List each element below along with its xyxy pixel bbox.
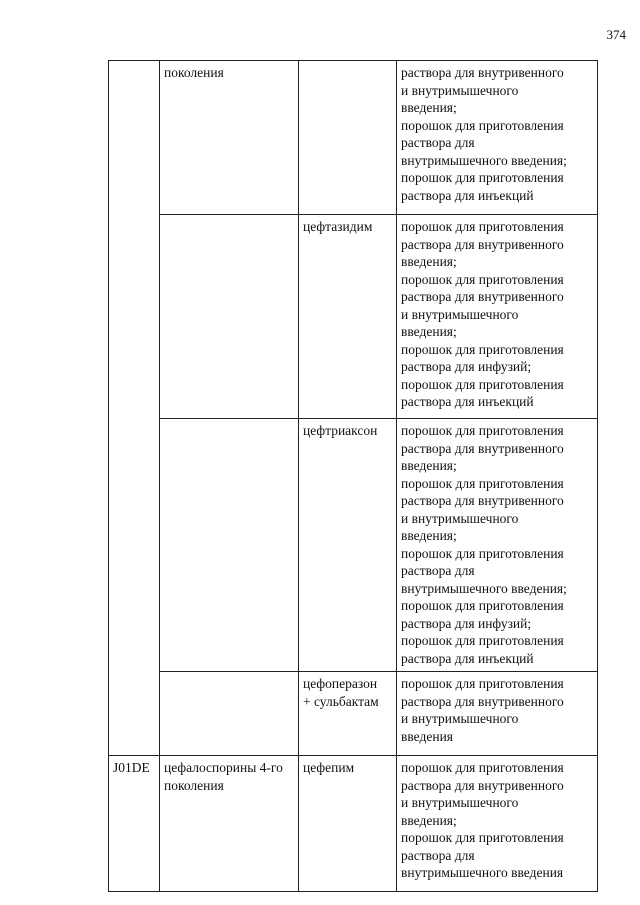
page-number: 374 — [606, 27, 626, 42]
group-cell — [160, 61, 299, 215]
atc-code-cell: J01DE — [109, 756, 160, 892]
dosage-form-line: порошок для приготовления — [401, 271, 564, 287]
dosage-form-line: порошок для приготовления — [401, 545, 564, 561]
table-row — [109, 419, 598, 672]
dosage-form-cell — [397, 61, 598, 215]
drug-name-line: цефтазидим — [303, 219, 373, 234]
dosage-form-line: раствора для — [401, 135, 475, 150]
dosage-form-line: введения; — [401, 324, 457, 339]
table-row — [109, 61, 598, 215]
dosage-form-line: раствора для внутривенного — [401, 289, 564, 304]
drug-name-line: цефтриаксон — [303, 423, 378, 438]
dosage-form-line: раствора для внутривенного — [401, 440, 564, 456]
group-line: цефалоспорины 4-го — [164, 760, 283, 775]
dosage-form-line: раствора для внутривенного — [401, 236, 564, 252]
dosage-form-line: раствора для инъекций — [401, 394, 534, 409]
drug-name-line: цефепим — [303, 760, 355, 775]
dosage-form-line: порошок для приготовления — [401, 760, 564, 775]
dosage-form-line: раствора для инфузий; — [401, 615, 532, 631]
drug-name-cell — [299, 215, 397, 419]
group-cell — [160, 672, 299, 756]
dosage-form-line: порошок для приготовления — [401, 117, 564, 133]
dosage-form-line: раствора для инъекций — [401, 187, 534, 203]
dosage-form-line: введения; — [401, 100, 457, 115]
dosage-form-line: введения; — [401, 458, 457, 473]
drug-name-cell — [299, 61, 397, 215]
dosage-form-line: порошок для приготовления — [401, 676, 564, 691]
drug-name-cell — [299, 419, 397, 672]
table-row — [109, 756, 598, 892]
dosage-form-line: раствора для внутривенного — [401, 65, 564, 80]
group-cell — [160, 215, 299, 419]
dosage-form-line: порошок для приготовления — [401, 475, 564, 491]
dosage-form-line: раствора для инъекций — [401, 650, 534, 666]
dosage-form-line: введения; — [401, 254, 457, 269]
dosage-form-line: порошок для приготовления — [401, 341, 564, 357]
group-line: поколения — [164, 777, 224, 793]
dosage-form-line: порошок для приготовления — [401, 376, 564, 392]
medication-table — [108, 60, 598, 892]
dosage-form-line: и внутримышечного — [401, 510, 519, 526]
dosage-form-line: внутримышечного введения — [401, 865, 564, 880]
dosage-form-line: раствора для внутривенного — [401, 493, 564, 508]
dosage-form-line: внутримышечного введения; — [401, 152, 567, 168]
group-cell — [160, 419, 299, 672]
dosage-form-line: раствора для внутривенного — [401, 693, 564, 709]
dosage-form-line: порошок для приготовления — [401, 170, 564, 185]
dosage-form-cell — [397, 419, 598, 672]
dosage-form-line: порошок для приготовления — [401, 219, 564, 234]
dosage-form-line: порошок для приготовления — [401, 423, 564, 438]
table-row — [109, 215, 598, 419]
table-row — [109, 672, 598, 756]
dosage-form-line: раствора для — [401, 563, 475, 578]
group-cell — [160, 756, 299, 892]
dosage-form-line: раствора для — [401, 847, 475, 863]
group-line: поколения — [164, 65, 224, 80]
dosage-form-line: порошок для приготовления — [401, 830, 564, 845]
dosage-form-line: и внутримышечного — [401, 82, 519, 98]
drug-name-line: + сульбактам — [303, 693, 379, 709]
dosage-form-line: введения; — [401, 528, 457, 543]
dosage-form-cell — [397, 756, 598, 892]
atc-code-cell — [109, 61, 160, 756]
dosage-form-line: внутримышечного введения; — [401, 580, 567, 596]
dosage-form-line: раствора для внутривенного — [401, 777, 564, 793]
dosage-form-cell — [397, 215, 598, 419]
dosage-form-line: введения; — [401, 812, 457, 828]
drug-name-cell — [299, 672, 397, 756]
dosage-form-line: и внутримышечного — [401, 711, 519, 726]
dosage-form-line: введения — [401, 728, 454, 744]
dosage-form-line: и внутримышечного — [401, 306, 519, 322]
dosage-form-line: и внутримышечного — [401, 795, 519, 810]
drug-name-cell — [299, 756, 397, 892]
dosage-form-line: порошок для приготовления — [401, 633, 564, 648]
dosage-form-line: порошок для приготовления — [401, 598, 564, 613]
drug-name-line: цефоперазон — [303, 676, 378, 691]
dosage-form-line: раствора для инфузий; — [401, 359, 532, 374]
dosage-form-cell — [397, 672, 598, 756]
